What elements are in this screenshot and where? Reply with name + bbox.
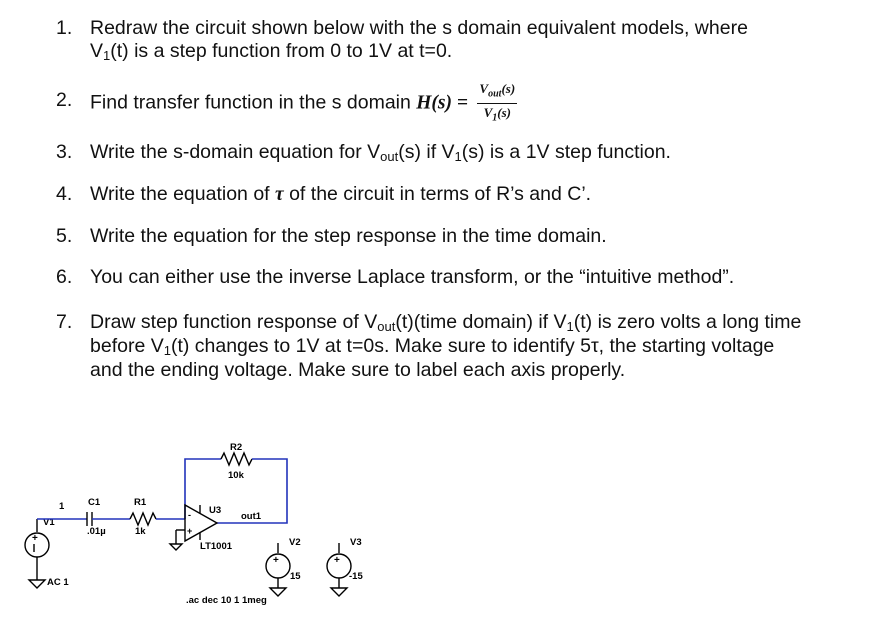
svg-text:+: + bbox=[334, 555, 340, 566]
voltage-source-v3 bbox=[327, 543, 351, 596]
question-number: 4. bbox=[56, 183, 73, 205]
v1-value: AC 1 bbox=[47, 577, 69, 588]
question-number: 5. bbox=[56, 225, 73, 247]
c1-label: C1 bbox=[88, 497, 101, 508]
c1-value: .01µ bbox=[87, 526, 106, 537]
question-text: Redraw the circuit shown below with the s domain equivalent models, where V1(t) is a step function from 0 to 1V at t=0. bbox=[90, 17, 748, 63]
resistor-r2 bbox=[221, 453, 252, 465]
output-net-label: out1 bbox=[241, 511, 262, 522]
question-text: Draw step function response of Vout(t)(time domain) if V1(t) is zero volts a long time before V1(t) changes to 1V at t=0s. Make sure to identify 5τ, the starting voltage and the ending voltage. Make sure to label each axis properly. bbox=[90, 311, 802, 381]
resistor-r1 bbox=[130, 513, 156, 525]
question-text: Write the equation of τ of the circuit in terms of R’s and C’. bbox=[90, 183, 592, 205]
question-number: 7. bbox=[56, 311, 73, 333]
question-text: Find transfer function in the s domain H(s) = $\frac{V_{out}(s)}{V_1(s)}$ bbox=[90, 81, 516, 124]
v3-value: -15 bbox=[349, 571, 363, 582]
question-text: Write the equation for the step response in the time domain. bbox=[90, 225, 607, 247]
svg-text:+: + bbox=[32, 533, 38, 544]
r1-label: R1 bbox=[134, 497, 147, 508]
voltage-source-v2 bbox=[266, 543, 290, 596]
capacitor-c1 bbox=[87, 512, 92, 526]
question-number: 1. bbox=[56, 17, 73, 39]
svg-text:-: - bbox=[188, 510, 191, 520]
voltage-source-v1 bbox=[25, 519, 49, 588]
v2-value: 15 bbox=[290, 571, 301, 582]
svg-text:+: + bbox=[187, 526, 193, 536]
v2-label: V2 bbox=[289, 537, 301, 548]
r2-label: R2 bbox=[230, 442, 243, 453]
opamp-model-label: LT1001 bbox=[200, 541, 233, 552]
question-number: 2. bbox=[56, 89, 73, 111]
svg-text:+: + bbox=[273, 555, 279, 566]
question-text: You can either use the inverse Laplace transform, or the “intuitive method”. bbox=[90, 266, 735, 288]
u3-label: U3 bbox=[209, 505, 222, 516]
question-number: 3. bbox=[56, 141, 73, 163]
transfer-function-fraction: $\frac{V_{out}(s)}{V_1(s)}$ bbox=[479, 81, 516, 124]
v3-label: V3 bbox=[350, 537, 362, 548]
spice-directive: .ac dec 10 1 1meg bbox=[186, 595, 267, 606]
question-text: Write the s-domain equation for Vout(s) if V1(s) is a 1V step function. bbox=[90, 141, 671, 164]
node-1-label: 1 bbox=[59, 501, 65, 512]
r1-value: 1k bbox=[135, 526, 146, 537]
question-number: 6. bbox=[56, 266, 73, 288]
transfer-function-symbol: H(s) = bbox=[416, 92, 468, 114]
v1-label: V1 bbox=[43, 517, 55, 528]
r2-value: 10k bbox=[228, 470, 244, 481]
